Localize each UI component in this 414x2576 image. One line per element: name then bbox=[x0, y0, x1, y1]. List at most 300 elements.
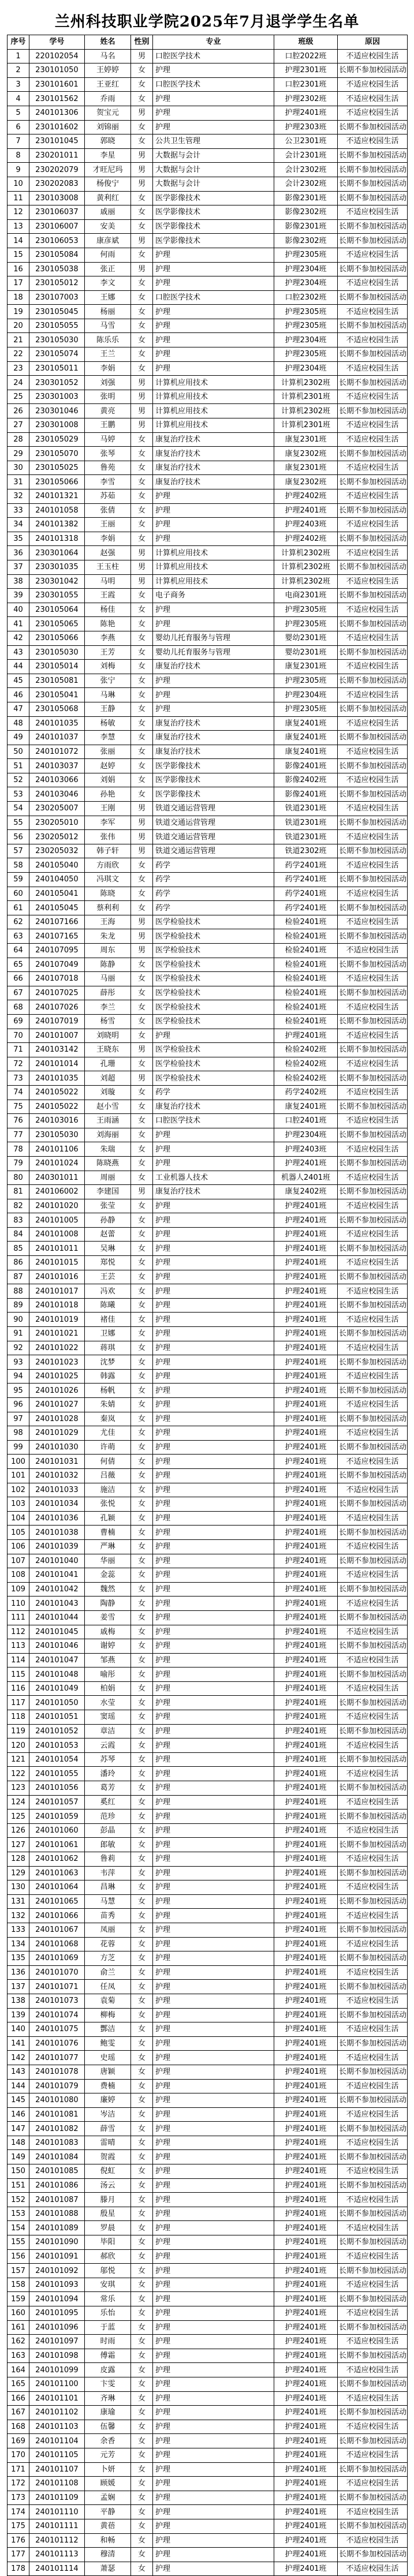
cell-major: 药学 bbox=[153, 858, 274, 873]
cell-name: 朱瑞 bbox=[85, 1142, 131, 1157]
table-row bbox=[8, 1227, 408, 1242]
cell-class: 计算机2302班 bbox=[274, 574, 338, 589]
cell-gender: 女 bbox=[131, 2079, 153, 2093]
cell-student-id: 240107095 bbox=[29, 944, 85, 958]
cell-major: 护理 bbox=[153, 2377, 274, 2391]
cell-major: 婴幼儿托育服务与管理 bbox=[153, 631, 274, 645]
cell-name: 朱婧 bbox=[85, 1398, 131, 1412]
cell-name: 吴琳 bbox=[85, 1242, 131, 1256]
cell-reason: 不适应校园生活 bbox=[338, 2562, 408, 2576]
table-row bbox=[8, 1767, 408, 1781]
cell-student-id: 240101306 bbox=[29, 106, 85, 120]
cell-student-id: 240101061 bbox=[29, 1838, 85, 1852]
cell-reason: 长期不参加校园活动 bbox=[338, 319, 408, 333]
cell-student-id: 230202079 bbox=[29, 163, 85, 177]
cell-student-id: 230105084 bbox=[29, 248, 85, 262]
cell-student-id: 240101082 bbox=[29, 2122, 85, 2136]
cell-major: 医学检验技术 bbox=[153, 915, 274, 929]
cell-index: 147 bbox=[8, 2122, 29, 2136]
cell-class: 护理2401班 bbox=[274, 1724, 338, 1738]
cell-gender: 女 bbox=[131, 2235, 153, 2250]
cell-student-id: 230301046 bbox=[29, 404, 85, 418]
cell-reason: 长期不参加校园活动 bbox=[338, 2065, 408, 2079]
cell-gender: 女 bbox=[131, 2093, 153, 2108]
cell-student-id: 240101025 bbox=[29, 1369, 85, 1384]
cell-index: 64 bbox=[8, 944, 29, 958]
cell-class: 护理2401班 bbox=[274, 1554, 338, 1568]
cell-index: 23 bbox=[8, 361, 29, 376]
cell-class: 计算机2301班 bbox=[274, 418, 338, 433]
cell-student-id: 240105040 bbox=[29, 858, 85, 873]
cell-class: 护理2301班 bbox=[274, 63, 338, 78]
cell-reason: 不适应校园生活 bbox=[338, 305, 408, 319]
cell-gender: 女 bbox=[131, 617, 153, 631]
cell-major: 护理 bbox=[153, 1937, 274, 1951]
cell-reason: 长期不参加校园活动 bbox=[338, 1497, 408, 1512]
cell-index: 116 bbox=[8, 1681, 29, 1696]
cell-reason: 长期不参加校园活动 bbox=[338, 1668, 408, 1682]
cell-name: 顾媛 bbox=[85, 2477, 131, 2491]
table-row bbox=[8, 1852, 408, 1867]
cell-index: 22 bbox=[8, 347, 29, 362]
cell-student-id: 240101007 bbox=[29, 1029, 85, 1043]
cell-reason: 不适应校园生活 bbox=[338, 2306, 408, 2321]
cell-index: 98 bbox=[8, 1426, 29, 1441]
cell-reason: 不适应校园生活 bbox=[338, 1057, 408, 1071]
cell-reason: 不适应校园生活 bbox=[338, 2391, 408, 2406]
cell-reason: 长期不参加校园活动 bbox=[338, 234, 408, 248]
cell-major: 药学 bbox=[153, 873, 274, 887]
cell-reason: 长期不参加校园活动 bbox=[338, 2320, 408, 2335]
cell-index: 34 bbox=[8, 518, 29, 532]
cell-reason: 长期不参加校园活动 bbox=[338, 787, 408, 802]
cell-class: 护理2401班 bbox=[274, 1696, 338, 1710]
cell-name: 马琳 bbox=[85, 688, 131, 702]
cell-name: 伍馨 bbox=[85, 2420, 131, 2434]
cell-gender: 女 bbox=[131, 1298, 153, 1313]
cell-reason: 不适应校园生活 bbox=[338, 205, 408, 220]
cell-index: 118 bbox=[8, 1710, 29, 1725]
cell-class: 婴幼2301班 bbox=[274, 645, 338, 660]
cell-class: 护理2401班 bbox=[274, 2150, 338, 2164]
cell-major: 康复治疗技术 bbox=[153, 731, 274, 745]
cell-index: 84 bbox=[8, 1227, 29, 1242]
cell-class: 护理2401班 bbox=[274, 1355, 338, 1370]
table-row bbox=[8, 2548, 408, 2562]
cell-gender: 女 bbox=[131, 1994, 153, 2008]
cell-name: 赵蕾 bbox=[85, 1227, 131, 1242]
cell-index: 67 bbox=[8, 986, 29, 1000]
cell-gender: 女 bbox=[131, 773, 153, 787]
cell-name: 刘超 bbox=[85, 1071, 131, 1086]
cell-name: 李建国 bbox=[85, 1185, 131, 1199]
table-row bbox=[8, 958, 408, 972]
cell-major: 铁道交通运营管理 bbox=[153, 830, 274, 844]
cell-reason: 长期不参加校园活动 bbox=[338, 873, 408, 887]
cell-name: 何雨 bbox=[85, 248, 131, 262]
cell-index: 65 bbox=[8, 958, 29, 972]
cell-reason: 长期不参加校园活动 bbox=[338, 2235, 408, 2250]
cell-student-id: 240101014 bbox=[29, 1057, 85, 1071]
table-row bbox=[8, 1752, 408, 1767]
cell-major: 护理 bbox=[153, 1156, 274, 1171]
cell-gender: 男 bbox=[131, 49, 153, 63]
cell-index: 111 bbox=[8, 1610, 29, 1625]
cell-major: 医学影像技术 bbox=[153, 191, 274, 205]
cell-class: 影像2401班 bbox=[274, 759, 338, 773]
table-row bbox=[8, 489, 408, 504]
cell-index: 7 bbox=[8, 134, 29, 149]
cell-index: 102 bbox=[8, 1483, 29, 1497]
cell-reason: 不适应校园生活 bbox=[338, 1483, 408, 1497]
cell-major: 护理 bbox=[153, 2420, 274, 2434]
cell-gender: 女 bbox=[131, 787, 153, 802]
cell-major: 护理 bbox=[153, 2036, 274, 2051]
cell-major: 护理 bbox=[153, 2533, 274, 2548]
table-row bbox=[8, 518, 408, 532]
cell-major: 护理 bbox=[153, 1455, 274, 1469]
cell-index: 120 bbox=[8, 1738, 29, 1753]
cell-gender: 女 bbox=[131, 702, 153, 716]
header-gender: 性别 bbox=[131, 35, 153, 50]
cell-reason: 不适应校园生活 bbox=[338, 2249, 408, 2264]
cell-student-id: 240103037 bbox=[29, 759, 85, 773]
cell-reason: 长期不参加校园活动 bbox=[338, 1980, 408, 1994]
cell-student-id: 240101106 bbox=[29, 1142, 85, 1157]
cell-gender: 女 bbox=[131, 305, 153, 319]
cell-gender: 女 bbox=[131, 2320, 153, 2335]
cell-reason: 不适应校园生活 bbox=[338, 461, 408, 475]
cell-student-id: 230301052 bbox=[29, 376, 85, 390]
cell-gender: 女 bbox=[131, 1227, 153, 1242]
cell-name: 平静 bbox=[85, 2505, 131, 2519]
cell-reason: 不适应校园生活 bbox=[338, 333, 408, 347]
cell-reason: 长期不参加校园活动 bbox=[338, 1412, 408, 1426]
cell-class: 检验2402班 bbox=[274, 1071, 338, 1086]
cell-class: 护理2304班 bbox=[274, 1128, 338, 1142]
cell-gender: 女 bbox=[131, 1923, 153, 1937]
cell-class: 护理2401班 bbox=[274, 2292, 338, 2306]
table-row bbox=[8, 2292, 408, 2306]
cell-gender: 女 bbox=[131, 276, 153, 291]
cell-name: 鲍雯 bbox=[85, 2036, 131, 2051]
cell-index: 83 bbox=[8, 1213, 29, 1228]
cell-gender: 女 bbox=[131, 248, 153, 262]
cell-name: 许萌 bbox=[85, 1440, 131, 1455]
cell-name: 王芸 bbox=[85, 1270, 131, 1284]
cell-index: 2 bbox=[8, 63, 29, 78]
cell-gender: 女 bbox=[131, 1355, 153, 1370]
cell-class: 护理2401班 bbox=[274, 1384, 338, 1398]
cell-class: 护理2401班 bbox=[274, 2235, 338, 2250]
cell-reason: 不适应校园生活 bbox=[338, 1085, 408, 1100]
cell-student-id: 240103142 bbox=[29, 1043, 85, 1057]
cell-gender: 女 bbox=[131, 2548, 153, 2562]
cell-reason: 长期不参加校园活动 bbox=[338, 1582, 408, 1597]
cell-name: 魏然 bbox=[85, 1582, 131, 1597]
cell-class: 护理2401班 bbox=[274, 2178, 338, 2193]
cell-index: 54 bbox=[8, 802, 29, 816]
cell-reason: 长期不参加校园活动 bbox=[338, 2548, 408, 2562]
cell-gender: 女 bbox=[131, 1880, 153, 1895]
cell-major: 护理 bbox=[153, 1284, 274, 1299]
cell-reason: 长期不参加校园活动 bbox=[338, 674, 408, 688]
cell-gender: 女 bbox=[131, 2335, 153, 2349]
cell-gender: 女 bbox=[131, 2477, 153, 2491]
cell-class: 检验2401班 bbox=[274, 929, 338, 944]
cell-index: 3 bbox=[8, 77, 29, 92]
table-row bbox=[8, 163, 408, 177]
cell-major: 护理 bbox=[153, 1738, 274, 1753]
cell-gender: 女 bbox=[131, 1909, 153, 1923]
cell-index: 177 bbox=[8, 2548, 29, 2562]
cell-reason: 长期不参加校园活动 bbox=[338, 1327, 408, 1341]
cell-class: 护理2401班 bbox=[274, 2533, 338, 2548]
header-reason: 原因 bbox=[338, 35, 408, 50]
cell-class: 护理2401班 bbox=[274, 1029, 338, 1043]
cell-student-id: 240101105 bbox=[29, 2448, 85, 2462]
cell-major: 护理 bbox=[153, 2164, 274, 2179]
cell-name: 潘玲 bbox=[85, 1767, 131, 1781]
cell-name: 张宁 bbox=[85, 674, 131, 688]
cell-name: 王丽 bbox=[85, 518, 131, 532]
cell-index: 86 bbox=[8, 1256, 29, 1270]
table-row bbox=[8, 1511, 408, 1526]
cell-name: 安美 bbox=[85, 219, 131, 234]
cell-class: 护理2304班 bbox=[274, 262, 338, 276]
cell-gender: 女 bbox=[131, 2164, 153, 2179]
cell-student-id: 230105038 bbox=[29, 262, 85, 276]
cell-gender: 男 bbox=[131, 844, 153, 858]
cell-name: 刘锦丽 bbox=[85, 120, 131, 134]
cell-name: 孙静 bbox=[85, 1213, 131, 1228]
cell-reason: 长期不参加校园活动 bbox=[338, 1270, 408, 1284]
cell-major: 护理 bbox=[153, 617, 274, 631]
cell-name: 蒋琪 bbox=[85, 1341, 131, 1355]
cell-gender: 女 bbox=[131, 489, 153, 504]
cell-gender: 女 bbox=[131, 1199, 153, 1213]
table-row bbox=[8, 915, 408, 929]
cell-class: 护理2401班 bbox=[274, 2406, 338, 2420]
cell-major: 护理 bbox=[153, 1554, 274, 1568]
cell-class: 护理2401班 bbox=[274, 1894, 338, 1909]
cell-index: 164 bbox=[8, 2363, 29, 2377]
cell-name: 李慧 bbox=[85, 731, 131, 745]
cell-student-id: 240101016 bbox=[29, 1270, 85, 1284]
table-row bbox=[8, 134, 408, 149]
cell-index: 126 bbox=[8, 1823, 29, 1838]
table-row bbox=[8, 929, 408, 944]
cell-gender: 女 bbox=[131, 120, 153, 134]
cell-student-id: 230201011 bbox=[29, 148, 85, 163]
cell-class: 护理2401班 bbox=[274, 2462, 338, 2477]
cell-reason: 长期不参加校园活动 bbox=[338, 1100, 408, 1114]
cell-name: 朱龙 bbox=[85, 929, 131, 944]
table-row bbox=[8, 1384, 408, 1398]
cell-index: 38 bbox=[8, 574, 29, 589]
cell-class: 护理2401班 bbox=[274, 2278, 338, 2292]
cell-name: 卫娜 bbox=[85, 1327, 131, 1341]
cell-index: 14 bbox=[8, 234, 29, 248]
cell-major: 护理 bbox=[153, 1582, 274, 1597]
cell-name: 乐怡 bbox=[85, 2306, 131, 2321]
cell-class: 护理2401班 bbox=[274, 1852, 338, 1867]
table-row bbox=[8, 1142, 408, 1157]
cell-gender: 女 bbox=[131, 1398, 153, 1412]
cell-name: 杨雪 bbox=[85, 1014, 131, 1029]
cell-index: 133 bbox=[8, 1923, 29, 1937]
cell-student-id: 230105030 bbox=[29, 645, 85, 660]
table-row bbox=[8, 106, 408, 120]
cell-major: 计算机应用技术 bbox=[153, 560, 274, 574]
cell-index: 171 bbox=[8, 2462, 29, 2477]
cell-major: 医学检验技术 bbox=[153, 972, 274, 986]
cell-gender: 女 bbox=[131, 1937, 153, 1951]
cell-gender: 男 bbox=[131, 262, 153, 276]
cell-name: 施洁 bbox=[85, 1483, 131, 1497]
cell-student-id: 230105055 bbox=[29, 319, 85, 333]
cell-class: 护理2401班 bbox=[274, 1980, 338, 1994]
cell-student-id: 240107049 bbox=[29, 958, 85, 972]
cell-reason: 长期不参加校园活动 bbox=[338, 347, 408, 362]
cell-student-id: 240107025 bbox=[29, 986, 85, 1000]
cell-class: 护理2401班 bbox=[274, 1539, 338, 1554]
cell-class: 口腔2302班 bbox=[274, 290, 338, 305]
table-row bbox=[8, 1298, 408, 1313]
cell-student-id: 240101085 bbox=[29, 2164, 85, 2179]
cell-major: 大数据与会计 bbox=[153, 148, 274, 163]
cell-student-id: 240101028 bbox=[29, 1412, 85, 1426]
cell-major: 康复治疗技术 bbox=[153, 716, 274, 731]
cell-major: 医学检验技术 bbox=[153, 929, 274, 944]
cell-student-id: 240101054 bbox=[29, 1752, 85, 1767]
cell-student-id: 240101318 bbox=[29, 532, 85, 546]
table-row bbox=[8, 2491, 408, 2505]
cell-reason: 不适应校园生活 bbox=[338, 2022, 408, 2037]
cell-student-id: 240101099 bbox=[29, 2363, 85, 2377]
cell-major: 护理 bbox=[153, 2491, 274, 2505]
cell-reason: 不适应校园生活 bbox=[338, 1398, 408, 1412]
cell-student-id: 230105025 bbox=[29, 461, 85, 475]
cell-gender: 女 bbox=[131, 1114, 153, 1128]
cell-major: 护理 bbox=[153, 1539, 274, 1554]
table-row bbox=[8, 2434, 408, 2448]
cell-index: 167 bbox=[8, 2406, 29, 2420]
cell-index: 93 bbox=[8, 1355, 29, 1370]
cell-name: 元芳 bbox=[85, 2448, 131, 2462]
cell-reason: 不适应校园生活 bbox=[338, 830, 408, 844]
cell-class: 口腔2301班 bbox=[274, 77, 338, 92]
cell-index: 105 bbox=[8, 1526, 29, 1540]
cell-major: 护理 bbox=[153, 2349, 274, 2363]
cell-class: 铁道2301班 bbox=[274, 816, 338, 830]
cell-index: 88 bbox=[8, 1284, 29, 1299]
cell-name: 李娟 bbox=[85, 361, 131, 376]
table-row bbox=[8, 432, 408, 447]
cell-major: 护理 bbox=[153, 305, 274, 319]
cell-reason: 长期不参加校园活动 bbox=[338, 1866, 408, 1880]
header-student-id: 学号 bbox=[29, 35, 85, 50]
cell-gender: 女 bbox=[131, 1128, 153, 1142]
cell-class: 护理2401班 bbox=[274, 1327, 338, 1341]
cell-reason: 不适应校园生活 bbox=[338, 1511, 408, 1526]
cell-class: 护理2401班 bbox=[274, 1284, 338, 1299]
cell-class: 计算机2302班 bbox=[274, 546, 338, 560]
cell-major: 护理 bbox=[153, 1213, 274, 1228]
cell-name: 杨敏 bbox=[85, 716, 131, 731]
cell-major: 医学检验技术 bbox=[153, 1014, 274, 1029]
cell-gender: 男 bbox=[131, 376, 153, 390]
table-row bbox=[8, 2022, 408, 2037]
table-row bbox=[8, 1781, 408, 1796]
cell-student-id: 230101601 bbox=[29, 77, 85, 92]
table-row bbox=[8, 1199, 408, 1213]
cell-name: 王静 bbox=[85, 702, 131, 716]
cell-class: 计算机2302班 bbox=[274, 376, 338, 390]
cell-reason: 不适应校园生活 bbox=[338, 2136, 408, 2150]
cell-index: 176 bbox=[8, 2533, 29, 2548]
table-row bbox=[8, 2278, 408, 2292]
cell-reason: 长期不参加校园活动 bbox=[338, 901, 408, 915]
cell-gender: 女 bbox=[131, 191, 153, 205]
table-row bbox=[8, 1398, 408, 1412]
table-row bbox=[8, 2562, 408, 2576]
cell-name: 余香 bbox=[85, 2434, 131, 2448]
table-row bbox=[8, 2207, 408, 2221]
cell-index: 39 bbox=[8, 589, 29, 603]
table-row bbox=[8, 418, 408, 433]
cell-student-id: 240101075 bbox=[29, 2022, 85, 2037]
cell-major: 康复治疗技术 bbox=[153, 475, 274, 489]
cell-index: 69 bbox=[8, 1014, 29, 1029]
cell-gender: 女 bbox=[131, 1156, 153, 1171]
cell-reason: 不适应校园生活 bbox=[338, 1994, 408, 2008]
cell-gender: 女 bbox=[131, 1965, 153, 1980]
table-row bbox=[8, 404, 408, 418]
table-row bbox=[8, 2391, 408, 2406]
cell-gender: 女 bbox=[131, 2051, 153, 2065]
cell-index: 13 bbox=[8, 219, 29, 234]
table-row bbox=[8, 574, 408, 589]
cell-class: 护理2401班 bbox=[274, 2249, 338, 2264]
table-row bbox=[8, 376, 408, 390]
cell-student-id: 240101060 bbox=[29, 1823, 85, 1838]
table-row bbox=[8, 901, 408, 915]
cell-name: 杨俊宁 bbox=[85, 177, 131, 191]
table-row bbox=[8, 1313, 408, 1327]
table-row bbox=[8, 1710, 408, 1725]
cell-major: 护理 bbox=[153, 1795, 274, 1809]
cell-student-id: 240101111 bbox=[29, 2519, 85, 2533]
cell-major: 护理 bbox=[153, 262, 274, 276]
cell-gender: 女 bbox=[131, 319, 153, 333]
cell-class: 机器人2401班 bbox=[274, 1171, 338, 1185]
cell-gender: 女 bbox=[131, 1696, 153, 1710]
cell-class: 药学2401班 bbox=[274, 873, 338, 887]
cell-reason: 长期不参加校园活动 bbox=[338, 475, 408, 489]
cell-name: 尤佳 bbox=[85, 1426, 131, 1441]
cell-index: 161 bbox=[8, 2320, 29, 2335]
cell-major: 护理 bbox=[153, 2477, 274, 2491]
cell-name: 李星 bbox=[85, 148, 131, 163]
cell-class: 影像2301班 bbox=[274, 191, 338, 205]
cell-reason: 长期不参加校园活动 bbox=[338, 2093, 408, 2108]
cell-student-id: 240101032 bbox=[29, 1468, 85, 1483]
cell-gender: 女 bbox=[131, 2406, 153, 2420]
cell-index: 156 bbox=[8, 2249, 29, 2264]
cell-reason: 长期不参加校园活动 bbox=[338, 1128, 408, 1142]
cell-major: 护理 bbox=[153, 1128, 274, 1142]
